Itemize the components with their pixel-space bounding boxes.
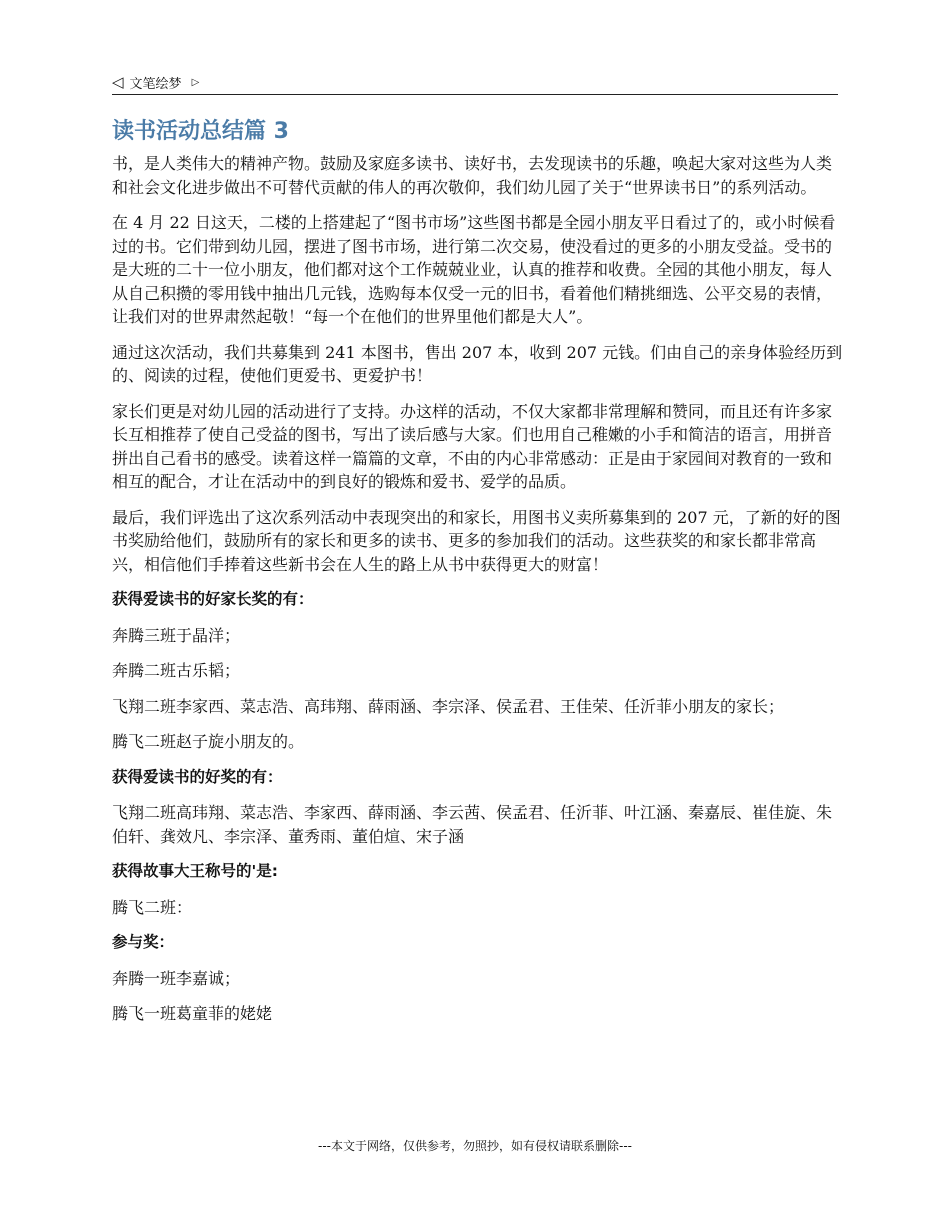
paragraph: 家长们更是对幼儿园的活动进行了支持。办这样的活动，不仅大家都非常理解和赞同，而且还有许多家长互相推荐了使自己受益的图书，写出了读后感与大家。们也用自己稚嫩的小手和简洁的语言，用拼音拼出自己看书的感受。读着这样一篇篇的文章，不由的内心非常感动：正是由于家园间对教育的一致和相互的配合，才让在活动中的到良好的锻炼和爱书、爱学的品质。 (112, 401, 833, 491)
award-item: 奔腾一班李嘉诚； (112, 968, 241, 988)
award-item: 奔腾三班于晶洋； (112, 625, 241, 645)
page-footer: ---本文于网络，仅供参考，勿照抄，如有侵权请联系删除--- (318, 1139, 632, 1153)
triangle-right-icon: ▷ (191, 76, 200, 88)
award-heading-participation: 参与奖： (112, 933, 175, 951)
paragraph: 最后，我们评选出了这次系列活动中表现突出的和家长，用图书义卖所募集到的 207 元，了新的好的图书奖励给他们，鼓励所有的家长和更多的读书、更多的参加我们的活动。这些获奖的和家长都非常高兴，相信他们手捧着这些新书会在人生的路上从书中获得更大的财富！ (112, 507, 841, 574)
award-item: 飞翔二班李家西、菜志浩、高玮翔、薛雨涵、李宗泽、侯孟君、王佳荣、任沂菲小朋友的家长； (112, 696, 785, 716)
brand-name: 文笔绘梦 (129, 76, 182, 92)
paragraph: 书，是人类伟大的精神产物。鼓励及家庭多读书、读好书，去发现读书的乐趣，唤起大家对这些为人类和社会文化进步做出不可替代贡献的伟人的再次敬仰，我们幼儿园了关于“世界读书日”的系列活动。 (112, 154, 833, 197)
award-item: 腾飞一班葛童菲的姥姥 (112, 1004, 273, 1023)
award-heading-story: 获得故事大王称号的'是: (112, 862, 278, 880)
award-heading-kids: 获得爱读书的好奖的有： (112, 767, 283, 786)
paragraph: 在 4 月 22 日这天，二楼的上搭建起了“图书市场”这些图书都是全园小朋友平日看过了的，或小时候看过的书。它们带到幼儿园，摆进了图书市场，进行第二次交易，使没看过的更多的小朋友受益。受书的是大班的二十一位小朋友，他们都对这个工作兢兢业业，认真的推荐和收费。全园的其他小朋友，每人从自己积攒的零用钱中抽出几元钱，选购每本仅受一元的旧书，看着他们精挑细选、公平交易的表情，让我们对的世界肃然起敬！“每一个在他们的世界里他们都是大人”。 (112, 213, 836, 326)
page-title: 读书活动总结篇 3 (112, 119, 289, 144)
page-header (112, 70, 838, 95)
triangle-left-icon: ◁ (112, 73, 124, 91)
award-heading-parents: 获得爱读书的好家长奖的有： (112, 590, 314, 608)
article-body (112, 152, 847, 1038)
award-item: 腾飞二班赵子旋小朋友的。 (112, 732, 305, 751)
paragraph: 通过这次活动，我们共募集到 241 本图书，售出 207 本，收到 207 元钱。们由自己的亲身体验经历到的、阅读的过程，使他们更爱书、更爱护书！ (112, 342, 843, 385)
award-item: 奔腾二班古乐韬； (112, 661, 241, 680)
award-item: 飞翔二班高玮翔、菜志浩、李家西、薛雨涵、李云茜、侯孟君、任沂菲、叶江涵、秦嘉辰、崔佳旋、朱伯轩、龚效凡、李宗泽、董秀雨、董伯煊、宋子涵 (112, 803, 833, 846)
award-item: 腾飞二班： (112, 897, 193, 917)
